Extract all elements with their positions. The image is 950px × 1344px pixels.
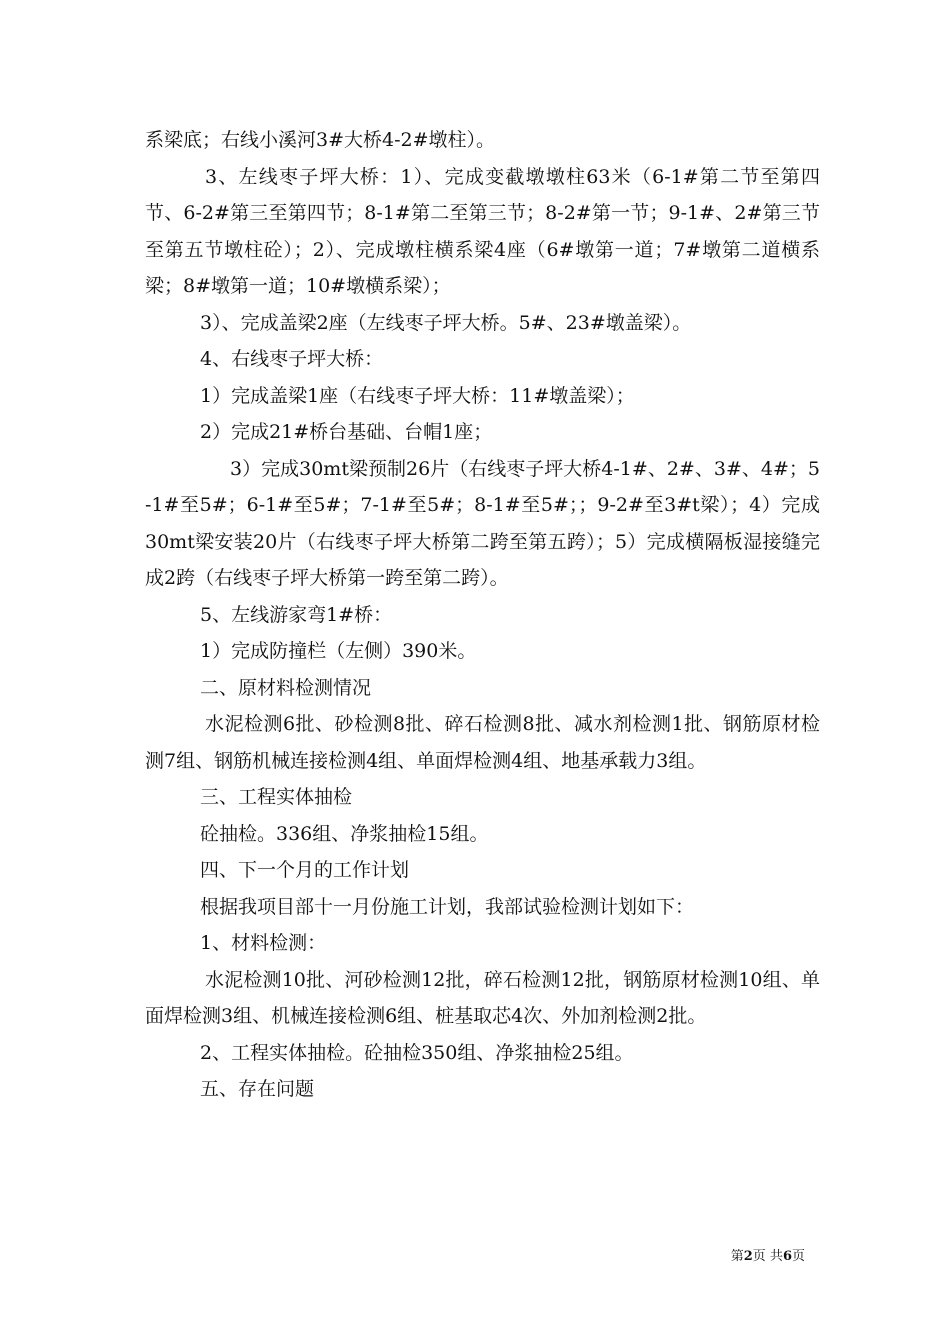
paragraph: 3）完成30mt梁预制26片（右线枣子坪大桥4-1#、2#、3#、4#；5-1#至5#；6-1#至5#；7-1#至5#；8-1#至5#；；9-2#至3#t梁）；4）完成30mt梁安装20片（右线枣子坪大桥第二跨至第五跨）；5）完成横隔板湿接缝完成2跨（右线枣子坪大桥第一跨至第二跨）。: [145, 457, 820, 589]
paragraph: 系梁底；右线小溪河3#大桥4-2#墩柱）。: [145, 129, 496, 151]
page-footer: [731, 1248, 805, 1266]
paragraph: 2、工程实体抽检。砼抽检350组、净浆抽检25组。: [200, 1041, 634, 1064]
section-heading: 五、存在问题: [200, 1078, 315, 1100]
document-body: [145, 122, 820, 1108]
paragraph: 砼抽检。336组、净浆抽检15组。: [200, 822, 489, 845]
current-page-number: 2: [743, 1249, 753, 1264]
total-page-number: 6: [782, 1249, 792, 1264]
paragraph: 1）完成防撞栏（左侧）390米。: [200, 640, 477, 662]
paragraph: 5、左线游家弯1#桥：: [200, 603, 393, 626]
section-heading: 二、原材料检测情况: [200, 676, 372, 699]
paragraph: 1、材料检测：: [200, 932, 327, 954]
paragraph: 水泥检测6批、砂检测8批、碎石检测8批、减水剂检测1批、钢筋原材检测7组、钢筋机械连接检测4组、单面焊检测4组、地基承载力3组。: [145, 713, 820, 772]
paragraph: 4、右线枣子坪大桥：: [200, 348, 384, 370]
footer-suffix: 页: [791, 1249, 805, 1264]
section-heading: 四、下一个月的工作计划: [200, 859, 410, 881]
paragraph: 3）、完成盖梁2座（左线枣子坪大桥。5#、23#墩盖梁）。: [200, 311, 692, 334]
paragraph: 根据我项目部十一月份施工计划，我部试验检测计划如下：: [200, 895, 695, 918]
paragraph: 3、左线枣子坪大桥：1）、完成变截墩墩柱63米（6-1#第二节至第四节、6-2#第三至第四节；8-1#第二至第三节；8-2#第一节；9-1#、2#第三节至第五节墩柱砼）；2）、完成墩柱横系梁4座（6#墩第一道；7#墩第二道横系梁；8#墩第一道；10#墩横系梁）；: [145, 165, 820, 297]
footer-prefix: 第: [730, 1249, 744, 1264]
paragraph: 2）完成21#桥台基础、台帽1座；: [200, 421, 493, 443]
paragraph: 水泥检测10批、河砂检测12批，碎石检测12批，钢筋原材检测10组、单面焊检测3组、机械连接检测6组、桩基取芯4次、外加剂检测2批。: [145, 968, 820, 1027]
paragraph: 1）完成盖梁1座（右线枣子坪大桥：11#墩盖梁）；: [200, 384, 635, 407]
footer-middle: 页 共: [752, 1249, 783, 1264]
section-heading: 三、工程实体抽检: [200, 786, 353, 808]
